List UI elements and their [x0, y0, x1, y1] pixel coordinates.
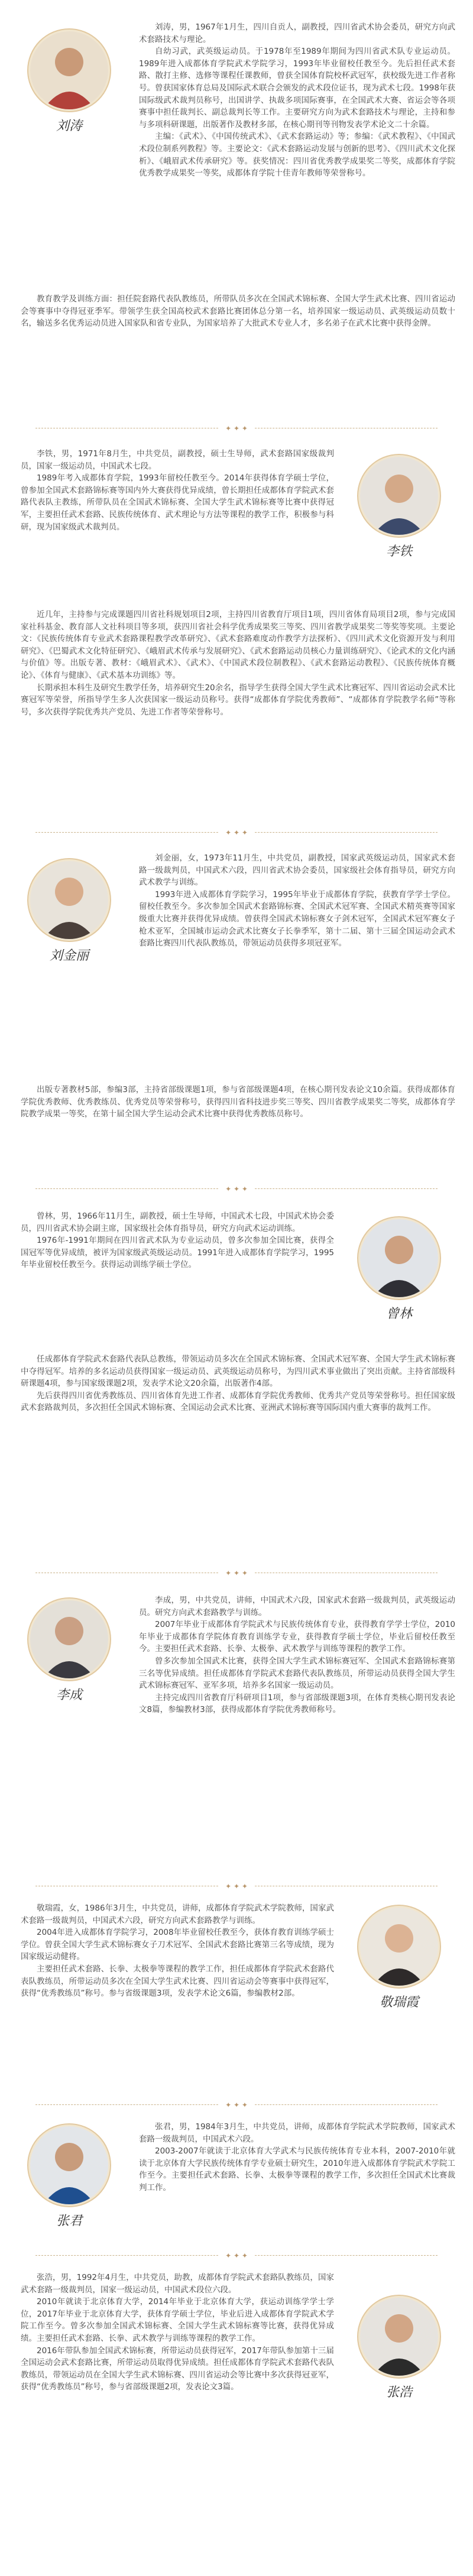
portrait-block	[349, 2296, 449, 2400]
profile-card	[0, 1894, 473, 2107]
signature: 曾林	[385, 1307, 412, 1321]
bio-text	[139, 2121, 455, 2194]
bio-paragraph: 1989年考入成都体育学院，1993年留校任教至今。2014年获得体育学硕士学位，曾参加全国武术套路锦标赛等国内外大赛获得优异成绩，曾长期担任成都体育学院武术套路代表队主教练，所带队员在全国武术锦标赛、全国大学生武术锦标赛等比赛中获得冠军，主要担任武术套路、民族传统体育、武术理论与方法等课程的教学工作，积极参与科研，现为国家级武术裁判员。	[21, 473, 334, 532]
bio-paragraph: 主要担任武术套路、长拳、太极拳等课程的教学工作，担任成都体育学院武术套路代表队教练员，所带运动员多次在全国大学生武术比赛、四川省运动会等赛事中获得冠军，获得“优秀教练员”称号。参与省级课题3项，发表学术论文6篇，参编教材2部。	[21, 1964, 334, 1999]
portrait-photo	[358, 1217, 440, 1299]
signature: 张浩	[385, 2385, 412, 2400]
signature: 张君	[56, 2214, 82, 2229]
bio-paragraph: 近几年，主持参与完成课题四川省社科规划项目2项，主持四川省教育厅项目1项，四川省体育局项目2项，参与完成国家社科基金、教育部人文社科项目等多项，获四川省社会科学优秀成果奖三等奖、四川省教学成果奖二等奖等奖项。主要论文：《民族传统体育专业武术套路课程教学改革研究》、《武术套路难度动作教学方法探析》、《四川武术文化资源开发与利用研究》、《巴蜀武术文化特征研究》、《峨眉武术传承与发展研究》、《武术套路运动员核心力量训练研究》、《论武术的文化内涵与价值》等。出版专著、教材：《峨眉武术》、《武术》、《中国武术段位制教程》、《武术套路运动教程》、《民族传统体育概论》、《体育与健康》、《武术基本功训练》等。	[21, 610, 455, 680]
section-divider: ✦ ✦ ✦	[35, 424, 438, 433]
bio-paragraph: 2010年就读于北京体育大学，2014年毕业于北京体育大学，获运动训练学学士学位，2017年毕业于北京体育大学，获体育学硕士学位，毕业后进入成都体育学院武术学院工作至今。曾多次参加全国武术锦标赛、全国大学生武术锦标赛等比赛，获得优异成绩。主要担任武术套路、长拳、武术教学与训练等课程的教学工作。	[21, 2297, 334, 2343]
signature: 李成	[56, 1688, 82, 1703]
bio-text	[139, 21, 455, 180]
bio-paragraph: 主持完成四川省教育厅科研项目1项，参与省部级课题3项，在体育类核心期刊发表论文8篇，参编教材3部，获得成都体育学院优秀教师称号。	[139, 1693, 455, 1715]
bio-paragraph: 先后获得四川省优秀教练员、四川省体育先进工作者、成都体育学院优秀教师、优秀共产党员等荣誉称号。担任国家级武术套路裁判员，多次担任全国武术锦标赛、全国运动会武术比赛、亚洲武术锦标赛等国际国内重大赛事的裁判工作。	[21, 1391, 455, 1413]
profile-card	[0, 437, 473, 821]
portrait-block	[349, 1217, 449, 1322]
portrait-block	[349, 455, 449, 560]
portrait-photo	[28, 30, 110, 111]
bio-text	[139, 852, 455, 950]
portrait-photo	[28, 2125, 110, 2206]
profile-card	[0, 2263, 473, 2571]
portrait-photo	[28, 1599, 110, 1680]
bio-text	[21, 448, 334, 533]
bio-text	[21, 1353, 455, 1414]
bio-paragraph: 曾多次参加全国武术比赛，获得全国大学生武术锦标赛冠军、全国武术套路锦标赛第三名等优异成绩。担任成都体育学院武术套路代表队教练员，所带运动员获得全国大学生武术锦标赛冠军、亚军多项，培养多名国家一级运动员。	[139, 1656, 455, 1691]
portrait-photo	[358, 2296, 440, 2377]
bio-text	[21, 609, 455, 718]
bio-paragraph: 张浩，男，1992年4月生，中共党员，助教，成都体育学院武术套路队教练员，国家武术套路一级裁判员，国家一级运动员，中国武术段位六段。	[21, 2273, 334, 2295]
bio-text	[21, 1210, 334, 1271]
bio-paragraph: 自幼习武，武英级运动员。于1978年至1989年期间为四川省武术队专业运动员。1989年进入成都体育学院武术学院学习，1993年毕业留校任教至今。先后担任武术套路、散打主修、选修等课程任课教师，曾获全国体育院校杯武冠军，获校级先进工作者称号。曾获国家体育总局及国际武术联合会颁发的武术段位证书，现为武术七段。1998年获国际级武术裁判员称号，出国讲学、执裁多项国际赛事，在全国武术大赛、省运会等各项赛事中担任裁判长、副总裁判长等工作。主要研究方向为武术套路技术与理论，主持和参与多项科研课题，出版著作及教材多部，在核心期刊等刊物发表学术论文二十余篇。	[139, 47, 455, 129]
bio-paragraph: 任成都体育学院武术套路代表队总教练，带领运动员多次在全国武术锦标赛、全国武术冠军赛、全国大学生武术锦标赛中夺得冠军。培养的多名运动员获得国家一级运动员、武英级运动员称号，为四川武术事业做出了突出贡献。主持省部级科研课题4项，参与国家级课题2项，发表学术论文20余篇，出版著作4部。	[21, 1354, 455, 1389]
bio-paragraph: 长期承担本科生及研究生教学任务，培养研究生20余名，指导学生获得全国大学生武术比赛冠军、四川省运动会武术比赛冠军等荣誉，所指导学生多人次获国家一级运动员称号。获得“成都体育学院优秀教师”、“成都体育学院教学名师”等称号，多次获得学院优秀共产党员、先进工作者等荣誉称号。	[21, 683, 455, 717]
signature: 刘涛	[56, 119, 82, 134]
bio-text	[21, 1902, 334, 2000]
profile-card	[0, 1584, 473, 1867]
profile-card	[0, 842, 473, 1184]
bio-paragraph: 出版专著教材5部，参编3部，主持省部级课题1项，参与省部级课题4项，在核心期刊发表论文10余篇。获得成都体育学院优秀教师、优秀教练员、优秀党员等荣誉称号，获得四川省科技进步奖三等奖、四川省教学成果奖二等奖，成都体育学院教学成果一等奖，在第十届全国大学生运动会武术比赛中获得优秀教练员称号。	[21, 1085, 455, 1119]
profile-card	[0, 0, 473, 414]
portrait-block	[19, 1599, 119, 1703]
portrait-block	[19, 30, 119, 134]
bio-paragraph: 1976年-1991年期间在四川省武术队为专业运动员，曾多次参加全国比赛，获得全国冠军等优异成绩，被评为国家级武英级运动员。1991年进入成都体育学院学习，1995年毕业留校任教至今。获得运动训练学硕士学位。	[21, 1236, 334, 1270]
section-divider: ✦ ✦ ✦	[35, 1569, 438, 1577]
section-divider: ✦ ✦ ✦	[35, 829, 438, 837]
section-divider: ✦ ✦ ✦	[35, 1185, 438, 1193]
bio-paragraph: 1993年进入成都体育学院学习，1995年毕业于成都体育学院，获教育学学士学位。留校任教至今。多次参加全国武术套路锦标赛、全国武术冠军赛、全国武术精英赛等国家级重大比赛并获得优异成绩。曾获得全国武术锦标赛女子剑术冠军，全国武术冠军赛女子枪术亚军，全国城市运动会武术比赛女子长拳季军，第十二届、第十三届全国运动会武术套路比赛四川代表队教练员，带领运动员获得多项冠亚军。	[139, 889, 455, 948]
bio-paragraph: 李铁，男，1971年8月生，中共党员，副教授，硕士生导师，武术套路国家级裁判员，国家一级运动员，中国武术七段。	[21, 449, 334, 471]
bio-paragraph: 刘涛，男，1967年1月生，四川自贡人，副教授，四川省武术协会委员，研究方向武术套路技术与理论。	[139, 22, 455, 44]
portrait-photo	[28, 859, 110, 941]
bio-paragraph: 刘金丽，女，1973年11月生，中共党员，副教授，国家武英级运动员，国家武术套路一级裁判员，中国武术六段，四川省武术协会委员，国家级社会体育指导员，研究方向武术教学与训练。	[139, 853, 455, 888]
profile-card	[0, 2113, 473, 2249]
section-divider: ✦ ✦ ✦	[35, 2101, 438, 2109]
bio-paragraph: 李成，男，中共党员，讲师，中国武术六段，国家武术套路一级裁判员，武英级运动员。研究方向武术套路教学与训练。	[139, 1596, 455, 1617]
bio-paragraph: 张君，男，1984年3月生，中共党员，讲师，成都体育学院武术学院教师，国家武术套路一级裁判员，中国武术六段。	[139, 2122, 455, 2144]
bio-paragraph: 2004年进入成都体育学院学习，2008年毕业留校任教至今，获体育教育训练学硕士学位。曾获全国大学生武术锦标赛女子刀术冠军、全国武术套路比赛第三名等成绩，现为国家级运动健将。	[21, 1928, 334, 1962]
section-divider: ✦ ✦ ✦	[35, 2252, 438, 2260]
bio-paragraph: 教育教学及训练方面：担任院套路代表队教练员，所带队员多次在全国武术锦标赛、全国大学生武术比赛、四川省运动会等赛事中夺得冠亚季军。带领学生获全国高校武术套路比赛团体总分第一名，培养国家一级运动员、武英级运动员数十名，输送多名优秀运动员进入国家队和省专业队，为国家培养了大批武术专业人才，多名弟子在武术比赛中获得金牌。	[21, 294, 455, 329]
signature: 敬瑞霞	[379, 1995, 419, 2010]
signature: 李铁	[385, 544, 412, 559]
bio-paragraph: 敬瑞霞，女，1986年3月生，中共党员，讲师，成都体育学院武术学院教师，国家武术套路一级裁判员，中国武术六段，研究方向武术套路教学与训练。	[21, 1903, 334, 1925]
portrait-block	[19, 2125, 119, 2229]
portrait-block	[349, 1906, 449, 2010]
bio-text	[21, 293, 455, 330]
profile-card	[0, 1200, 473, 1584]
bio-text	[139, 1594, 455, 1716]
bio-text	[21, 1084, 455, 1120]
bio-paragraph: 2007年毕业于成都体育学院武术与民族传统体育专业，获得教育学学士学位，2010年毕业于成都体育学院体育教育训练学专业，获得教育学硕士学位，毕业后留校任教至今。主要担任武术套路、长拳、太极拳、武术教学与训练等课程的教学工作。	[139, 1620, 455, 1654]
portrait-block	[19, 859, 119, 964]
signature: 刘金丽	[49, 948, 89, 963]
bio-paragraph: 主编：《武术》、《中国传统武术》、《武术套路运动》等；参编：《武术教程》、《中国武术段位制系列教程》等。主要论文：《武术套路运动发展与创新的思考》、《四川武术文化探析》、《峨眉武术传承研究》等。获奖情况：四川省优秀教学成果奖二等奖，成都体育学院优秀教学成果奖一等奖，成都体育学院十佳青年教师等荣誉称号。	[139, 132, 455, 178]
bio-paragraph: 曾林，男，1966年11月生，副教授，硕士生导师，中国武术七段，中国武术协会委员，四川省武术协会副主席，国家级社会体育指导员，研究方向武术运动训练。	[21, 1211, 334, 1233]
bio-paragraph: 2016年带队参加全国武术锦标赛，所带运动员获得冠军，2017年带队参加第十三届全国运动会武术套路比赛，所带运动员取得优异成绩。担任成都体育学院武术套路代表队教练员，带领运动员在全国大学生武术锦标赛、四川省运动会等比赛中多次获得冠亚军，获得“优秀教练员”称号，参与省部级课题2项，发表论文3篇。	[21, 2346, 334, 2392]
portrait-photo	[358, 1906, 440, 1987]
bio-text	[21, 2272, 334, 2393]
portrait-photo	[358, 455, 440, 537]
bio-paragraph: 2003-2007年就读于北京体育大学武术与民族传统体育专业本科，2007-2010年就读于北京体育大学民族传统体育学专业硕士研究生，2010年进入成都体育学院武术学院工作至今。主要担任武术套路、长拳、太极拳等课程的教学工作，多次担任全国武术比赛裁判工作。	[139, 2146, 455, 2192]
section-divider: ✦ ✦ ✦	[35, 1882, 438, 1890]
